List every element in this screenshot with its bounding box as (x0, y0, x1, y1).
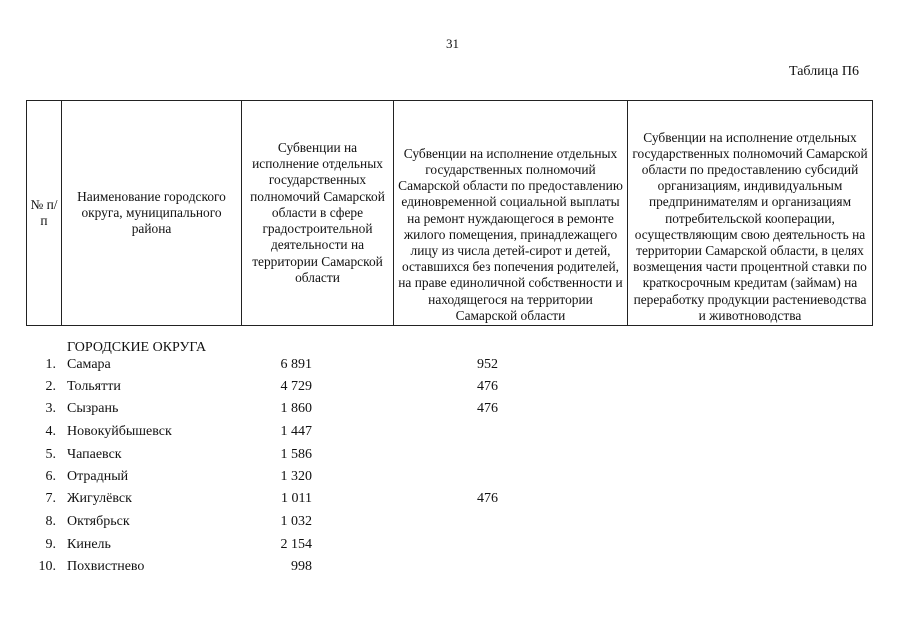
header-num: № п/п (27, 101, 62, 326)
row-name: Похвистнево (67, 559, 145, 574)
row-number: 9. (45, 537, 56, 552)
table-row (0, 424, 905, 444)
row-number: 2. (45, 379, 56, 394)
table-row (0, 357, 905, 377)
row-name: Отрадный (67, 469, 129, 484)
row-value-col2: 476 (477, 491, 498, 506)
header-col2: Субвенции на исполнение отдельных государственных полномочий Самарской области по предоставлению единовременной социальной выплаты на ремонт нуждающегося в ремонте жилого помещения, принадлежащего лицу из числа детей-сирот и детей, оставшихся без попечения родителей, на праве единоличной собственности и находящегося на территории Самарской области (394, 101, 628, 326)
row-number: 10. (38, 559, 56, 574)
row-value-col1: 1 011 (281, 491, 312, 506)
table-row (0, 537, 905, 557)
table-row (0, 447, 905, 467)
row-name: Тольятти (67, 379, 121, 394)
row-value-col1: 1 032 (280, 514, 312, 529)
row-number: 5. (45, 447, 56, 462)
row-name: Жигулёвск (67, 491, 132, 506)
table-row (0, 379, 905, 399)
row-value-col1: 4 729 (280, 379, 312, 394)
table-row (0, 469, 905, 489)
row-value-col1: 1 586 (280, 447, 312, 462)
row-number: 7. (45, 491, 56, 506)
section-title: ГОРОДСКИЕ ОКРУГА (67, 340, 207, 355)
table-row (0, 401, 905, 421)
row-number: 6. (45, 469, 56, 484)
row-value-col2: 952 (477, 357, 498, 372)
table-row (0, 514, 905, 534)
row-value-col1: 1 447 (280, 424, 312, 439)
row-number: 4. (45, 424, 56, 439)
row-value-col1: 1 320 (280, 469, 312, 484)
row-number: 3. (45, 401, 56, 416)
row-number: 8. (45, 514, 56, 529)
table-row (0, 491, 905, 511)
table-header (26, 100, 873, 326)
row-value-col1: 2 154 (280, 537, 312, 552)
row-value-col1: 1 860 (280, 401, 312, 416)
row-value-col2: 476 (477, 379, 498, 394)
row-value-col1: 6 891 (280, 357, 312, 372)
page-number: 31 (446, 36, 459, 51)
row-name: Сызрань (67, 401, 119, 416)
header-col1: Субвенции на исполнение отдельных государственных полномочий Самарской области в сфере градостроительной деятельности на территории Самарской области (242, 101, 394, 326)
table-row (0, 559, 905, 579)
row-name: Октябрьск (67, 514, 130, 529)
row-value-col2: 476 (477, 401, 498, 416)
row-name: Новокуйбышевск (67, 424, 172, 439)
header-name: Наименование городского округа, муниципального района (62, 101, 242, 326)
header-col3: Субвенции на исполнение отдельных государственных полномочий Самарской области по предоставлению субсидий организациям, индивидуальным предпринимателям и организациям потребительской кооперации, осуществляющим свою деятельность на территории Самарской области, в целях возмещения части процентной ставки по краткосрочным кредитам (займам) на переработку продукции растениеводства и животноводства (628, 101, 873, 326)
row-name: Кинель (67, 537, 111, 552)
row-value-col1: 998 (291, 559, 312, 574)
table-label: Таблица П6 (789, 64, 859, 79)
row-number: 1. (45, 357, 56, 372)
row-name: Самара (67, 357, 111, 372)
row-name: Чапаевск (67, 447, 122, 462)
